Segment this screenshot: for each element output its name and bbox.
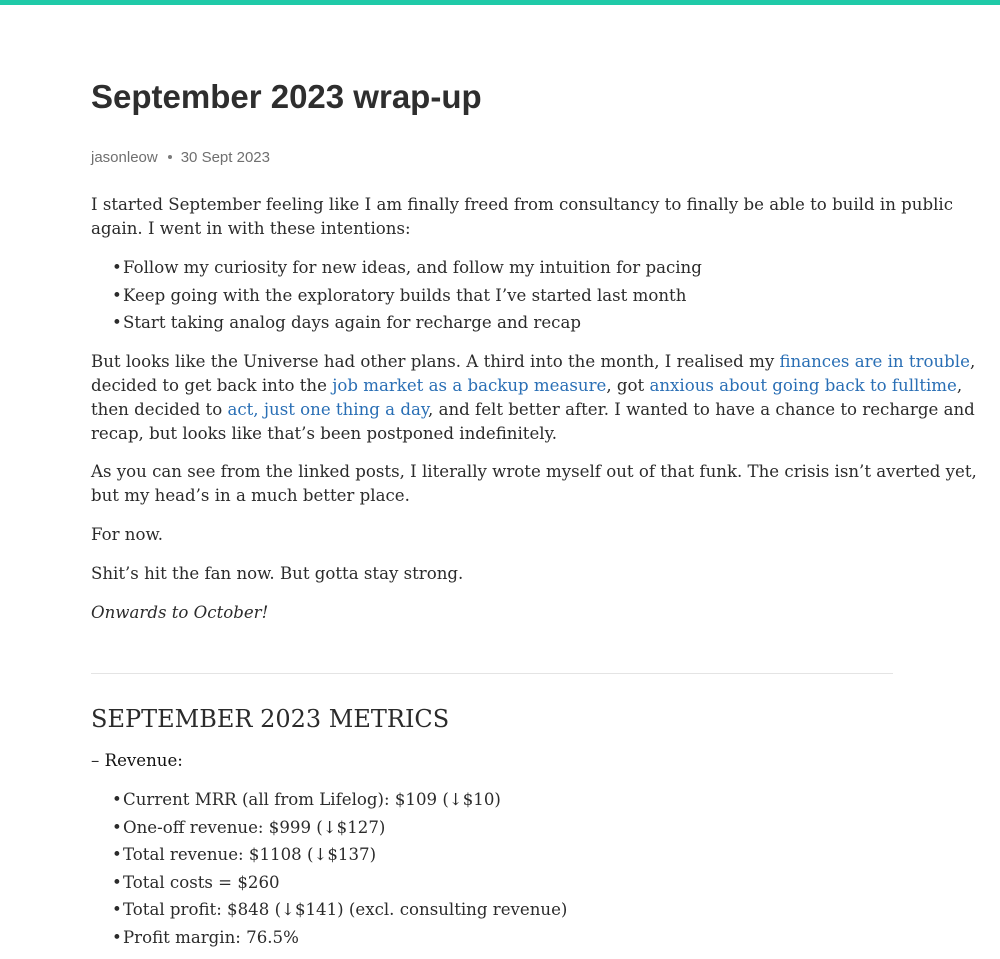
- post-title: September 2023 wrap-up: [91, 78, 482, 115]
- link-finances-in-trouble[interactable]: finances are in trouble: [779, 352, 970, 371]
- list-item: • Total costs = $260: [91, 869, 567, 897]
- bullet-icon: •: [112, 285, 122, 305]
- bullet-icon: •: [112, 900, 122, 919]
- link-act-one-thing[interactable]: act, just one thing a day: [227, 400, 429, 419]
- separator-dot-icon: [168, 155, 172, 159]
- fan-paragraph: Shit’s hit the fan now. But gotta stay strong.: [91, 564, 464, 583]
- bullet-icon: •: [112, 313, 122, 332]
- list-item: • Profit margin: 76.5%: [91, 924, 567, 952]
- post-date: 30 Sept 2023: [180, 149, 270, 166]
- top-accent-bar: [0, 0, 1000, 5]
- list-item: • Follow my curiosity for new ideas, and follow my intuition for pacing: [91, 254, 702, 282]
- revenue-metrics-list: [91, 786, 567, 951]
- bullet-icon: •: [112, 817, 122, 837]
- plans-paragraph: But looks like the Universe had other plans. A third into the month, I realised my finances are in trouble, decided to get back into the job market as a backup measure, got anxious about going back to fulltime, then decided to act, just one thing a day, and felt better after. I wanted to have a chance to recharge and recap, but looks like that’s been postponed indefinitely.: [91, 352, 976, 443]
- section-divider: [91, 673, 893, 674]
- list-item: • One-off revenue: $999 (↓$127): [91, 814, 567, 842]
- metrics-heading: SEPTEMBER 2023 METRICS: [91, 705, 450, 733]
- intro-paragraph: [91, 193, 953, 241]
- intro-line-1: I started September feeling like I am finally freed from consultancy to finally be able to build in public: [91, 195, 953, 214]
- link-anxious-fulltime[interactable]: anxious about going back to fulltime: [649, 376, 957, 395]
- linked-posts-paragraph: As you can see from the linked posts, I literally wrote myself out of that funk. The crisis isn’t averted yet, but my head’s in a much better place.: [91, 462, 977, 505]
- list-item: • Total revenue: $1108 (↓$137): [91, 841, 567, 869]
- bullet-icon: •: [112, 258, 122, 277]
- revenue-label: – Revenue:: [91, 751, 183, 770]
- intentions-list: [91, 254, 702, 337]
- bullet-icon: •: [112, 845, 122, 864]
- list-item: • Start taking analog days again for recharge and recap: [91, 309, 702, 337]
- intro-line-2: again. I went in with these intentions:: [91, 219, 411, 238]
- bullet-icon: •: [112, 790, 122, 809]
- list-item: • Keep going with the exploratory builds that I’ve started last month: [91, 282, 702, 310]
- bullet-icon: •: [112, 872, 122, 892]
- list-item: • Total profit: $848 (↓$141) (excl. consulting revenue): [91, 896, 567, 924]
- for-now-paragraph: For now.: [91, 525, 163, 544]
- bullet-icon: •: [112, 927, 122, 947]
- post-meta: [91, 148, 270, 168]
- link-job-market[interactable]: job market as a backup measure: [332, 376, 607, 395]
- onwards-paragraph: Onwards to October!: [91, 603, 269, 622]
- list-item: • Current MRR (all from Lifelog): $109 (↓$10): [91, 786, 567, 814]
- author-link[interactable]: jasonleow: [91, 149, 158, 166]
